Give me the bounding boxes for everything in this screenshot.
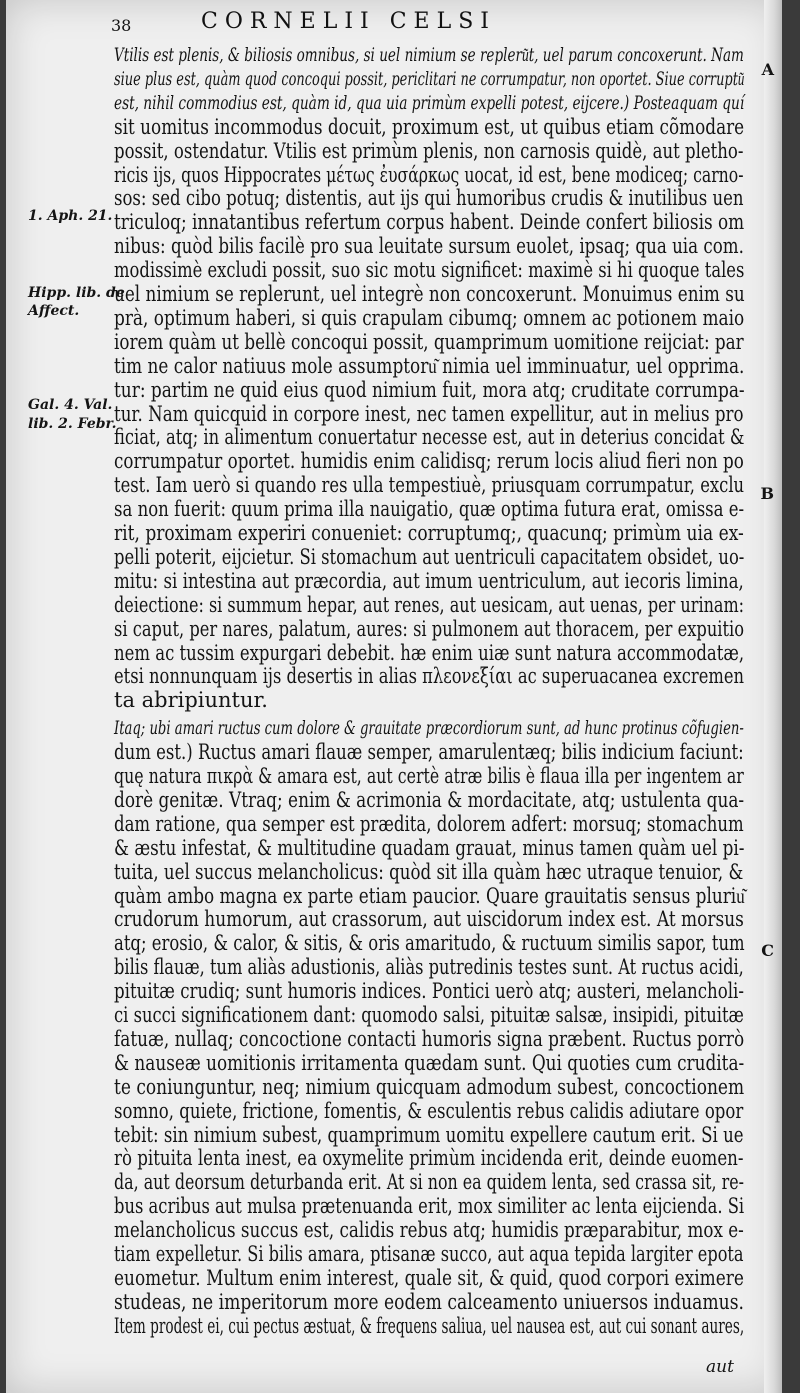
- text-line: tur: partim ne quid eius quod nimium fuit, mora atq; cruditate corrumpa-: [114, 377, 745, 402]
- text-line: modissimè excludi possit, suo sic motu significet: maximè si hi quoque tales: [114, 258, 745, 283]
- running-head: CORNELII CELSI: [201, 9, 496, 34]
- text-line: quàm ambo magna ex parte etiam paucior. Quare grauitatis sensus pluriu͂: [114, 883, 745, 908]
- text-line: studeas, ne imperitorum more eodem calceamento uniuersos induamus.: [114, 1289, 745, 1314]
- text-line: Itaq; ubi amari ructus cum dolore & grauitate præcordiorum sunt, ad hunc protinus cõfugien-: [114, 717, 744, 740]
- text-line: tur. Nam quicquid in corpore inest, nec tamen expellitur, aut in melius pro: [114, 401, 744, 426]
- text-line: triculoq; innatantibus refertum corpus habent. Deinde confert biliosis om: [114, 210, 745, 235]
- text-line: sos: sed cibo potuq; distentis, aut ijs qui humoribus crudis & inutilibus uen: [114, 186, 744, 211]
- text-line: dam ratione, qua semper est prædita, dolorem adfert: morsuq; stomachum: [114, 811, 744, 836]
- text-line: corrumpatur oportet. humidis enim calidisq; rerum locis aliud fieri non po: [114, 449, 744, 474]
- margin-note-aphorism: 1. Aph. 21.: [28, 208, 113, 224]
- page-header: [6, 6, 782, 38]
- text-line: prà, optimum haberi, si quis crapulam cibumq; omnem ac potionem maio: [114, 305, 745, 330]
- text-line: pelli poterit, eijcietur. Si stomachum aut uentriculi capacitatem obsidet, uo-: [114, 544, 745, 569]
- text-line: nibus: quòd bilis facilè pro sua leuitate sursum euolet, ipsaq; qua uia com.: [114, 234, 744, 259]
- text-line: & æstu infestat, & multitudine quadam grauat, minus tamen quàm uel pi-: [114, 835, 745, 860]
- section-marker-a: A: [761, 60, 774, 79]
- text-line: uel nimium se replerunt, uel integrè non concoxerunt. Monuimus enim su: [114, 282, 745, 306]
- text-line: nem ac tussim expurgari debebit. hæ enim uiæ sunt natura accommodatæ,: [114, 640, 745, 665]
- text-line: bilis flauæ, tum aliàs adustionis, aliàs putredinis testes sunt. At ructus acidi,: [114, 955, 744, 980]
- text-line: rò pituita lenta inest, ea oxymelite primùm incidenda erit, deinde euomen-: [114, 1146, 744, 1171]
- text-line: deiectione: si summum hepar, aut renes, aut uesicam, aut uenas, per urinam:: [114, 592, 745, 617]
- text-line: quę natura πικρὰ & amara est, aut certè atræ bilis è flaua illa per ingentem ar: [114, 764, 744, 788]
- text-line: est, nihil commodius est, quàm id, qua uia primùm expelli potest, eijcere.) Posteaquam quí: [114, 91, 745, 114]
- margin-note-febr: lib. 2. Febr.: [28, 416, 117, 432]
- margin-note-galen: Gal. 4. Val.: [28, 397, 113, 413]
- text-line: somno, quiete, frictione, fomentis, & esculentis rebus calidis adiutare opor: [114, 1098, 744, 1123]
- text-line: fatuæ, nullaq; concoctione contacti humoris signa præbent. Ructus porrò: [114, 1026, 745, 1051]
- catchword: aut: [706, 1357, 734, 1377]
- text-line: sa non fuerit: quum prima illa nauigatio, quæ optima futura erat, omissa e-: [114, 497, 745, 522]
- page-number: 38: [111, 16, 132, 35]
- text-line: & nauseæ uomitionis irritamenta quædam sunt. Qui quoties cum crudita-: [114, 1050, 745, 1075]
- text-line: possit, ostendatur. Vtilis est primùm plenis, non carnosis quidè, aut pletho-: [114, 138, 744, 163]
- text-line: Item prodest ei, cui pectus æstuat, & frequens saliua, uel nausea est, aut cui sonant aures,: [114, 1313, 745, 1338]
- text-line: dum est.) Ructus amari flauæ semper, amarulentæq; bilis indicium faciunt:: [114, 740, 744, 765]
- text-line: test. Iam uerò si quando res ulla tempestiuè, priusquam corrumpatur, exclu: [114, 473, 745, 498]
- section-marker-b: B: [760, 484, 774, 503]
- text-line: tuita, uel succus melancholicus: quòd sit illa quàm hæc utraque tenuior, &: [114, 859, 744, 884]
- text-line: tim ne calor natiuus mole assumptoru͂ nimia uel imminuatur, uel opprima.: [114, 353, 745, 378]
- text-line: euometur. Multum enim interest, quale sit, & quid, quod corpori eximere: [114, 1265, 744, 1290]
- text-line: mitu: si intestina aut præcordia, aut imum uentriculum, aut iecoris limina,: [114, 568, 744, 593]
- margin-note-affect: Affect.: [28, 303, 80, 319]
- text-line: sit uomitus incommodus docuit, proximum est, ut quibus etiam cõmodare: [114, 114, 745, 139]
- page-edge-shadow: [761, 0, 782, 1393]
- section-marker-c: C: [761, 941, 774, 960]
- text-line: rit, proximam experiri conueniet: corruptumq;, quacunq; primùm uia ex-: [114, 521, 744, 545]
- text-line: Vtilis est plenis, & biliosis omnibus, si uel nimium se repleru͂t, uel parum concoxerunt. Nam: [114, 44, 744, 66]
- text-line: tebit: sin nimium subest, quamprimum uomitu expellere cautum erit. Si ue: [114, 1122, 744, 1147]
- text-line: ricis ijs, quos Hippocrates μέτως ἐυσάρκως uocat, id est, bene modiceq; carno-: [114, 162, 744, 187]
- book-page: [6, 0, 782, 1393]
- text-line: atq; erosio, & calor, & sitis, & oris amaritudo, & ructuum similis sapor, tum: [114, 931, 745, 956]
- text-line: tiam expelletur. Si bilis amara, ptisanæ succo, aut aqua tepida largiter epota: [114, 1242, 744, 1266]
- text-line: melancholicus succus est, calidis rebus atq; humidis præparabitur, mox e-: [114, 1218, 744, 1243]
- text-line: pituitæ crudiq; sunt humoris indices. Pontici uerò atq; austeri, melancholi-: [114, 979, 744, 1004]
- text-line: dorè genitæ. Vtraq; enim & acrimonia & mordacitate, atq; ustulenta qua-: [114, 787, 745, 812]
- text-line: si caput, per nares, palatum, aures: si pulmonem aut thoracem, per expuitio: [114, 616, 745, 641]
- text-line: bus acribus aut mulsa prætenuanda erit, mox similiter ac lenta eijcienda. Si: [114, 1194, 745, 1219]
- text-line: te coniunguntur, neq; nimium quicquam admodum subest, concoctionem: [114, 1074, 745, 1099]
- text-line: ci succi significationem dant: quomodo salsi, pituitæ salsæ, insipidi, pituitæ: [114, 1003, 744, 1027]
- text-line: iorem quàm ut bellè concoqui possit, quamprimum uomitione reijciat: par: [114, 329, 744, 354]
- text-line: crudorum humorum, aut crassorum, aut uiscidorum index est. At morsus: [114, 907, 744, 932]
- text-line: siue plus est, quàm quod concoqui possit, periclitari ne corrumpatur, non oportet. Siue corruptu͂: [114, 67, 745, 90]
- margin-note-hippocrates: Hipp. lib. de: [28, 285, 125, 301]
- text-line: ta abripiuntur.: [114, 688, 268, 713]
- text-line: ficiat, atq; in alimentum conuertatur necesse est, aut in deterius concidat &: [114, 425, 745, 450]
- text-line: etsi nonnunquam ijs desertis in alias πλεονεξίαι ac superuacanea excremen: [114, 664, 744, 689]
- text-line: da, aut deorsum deturbanda erit. At si non ea quidem lenta, sed crassa sit, re-: [114, 1170, 744, 1195]
